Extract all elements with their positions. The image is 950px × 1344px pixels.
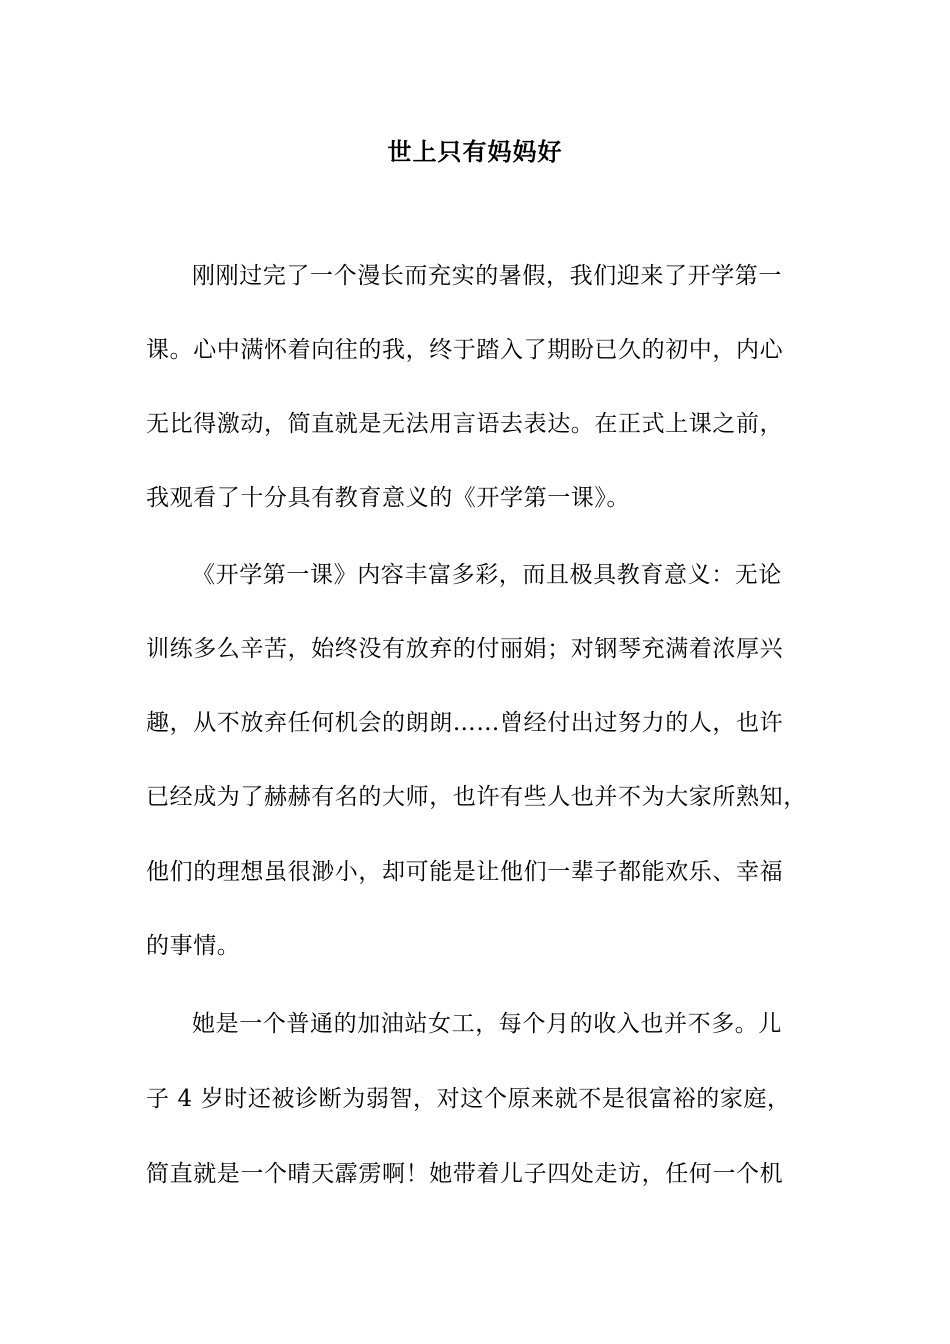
text-line: 他们的理想虽很渺小，却可能是让他们一辈子都能欢乐、幸福 — [146, 859, 784, 885]
text-line: 已经成为了赫赫有名的大师，也许有些人也并不为大家所熟知， — [146, 784, 807, 810]
text-line: 的事情。 — [146, 933, 241, 959]
text-line: 她是一个普通的加油站女工，每个月的收入也并不多。儿 — [192, 1011, 782, 1037]
text-line: 训练多么辛苦，始终没有放弃的付丽娟；对钢琴充满着浓厚兴 — [146, 636, 784, 662]
text-line: 无比得激动，简直就是无法用言语去表达。在正式上课之前， — [146, 411, 784, 437]
document-title: 世上只有妈妈好 — [387, 137, 563, 166]
text-line: 《开学第一课》内容丰富多彩，而且极具教育意义：无论 — [192, 562, 782, 588]
text-line: 简直就是一个晴天霹雳啊！她带着儿子四处走访，任何一个机 — [146, 1161, 784, 1187]
text-line: 刚刚过完了一个漫长而充实的暑假，我们迎来了开学第一 — [192, 263, 782, 289]
text-line: 趣，从不放弃任何机会的朗朗……曾经付出过努力的人，也许 — [146, 710, 784, 736]
text-line: 子 4 岁时还被诊断为弱智，对这个原来就不是很富裕的家庭， — [146, 1086, 791, 1112]
text-line: 课。心中满怀着向往的我，终于踏入了期盼已久的初中，内心 — [146, 337, 784, 363]
text-line: 我观看了十分具有教育意义的《开学第一课》。 — [146, 485, 631, 511]
